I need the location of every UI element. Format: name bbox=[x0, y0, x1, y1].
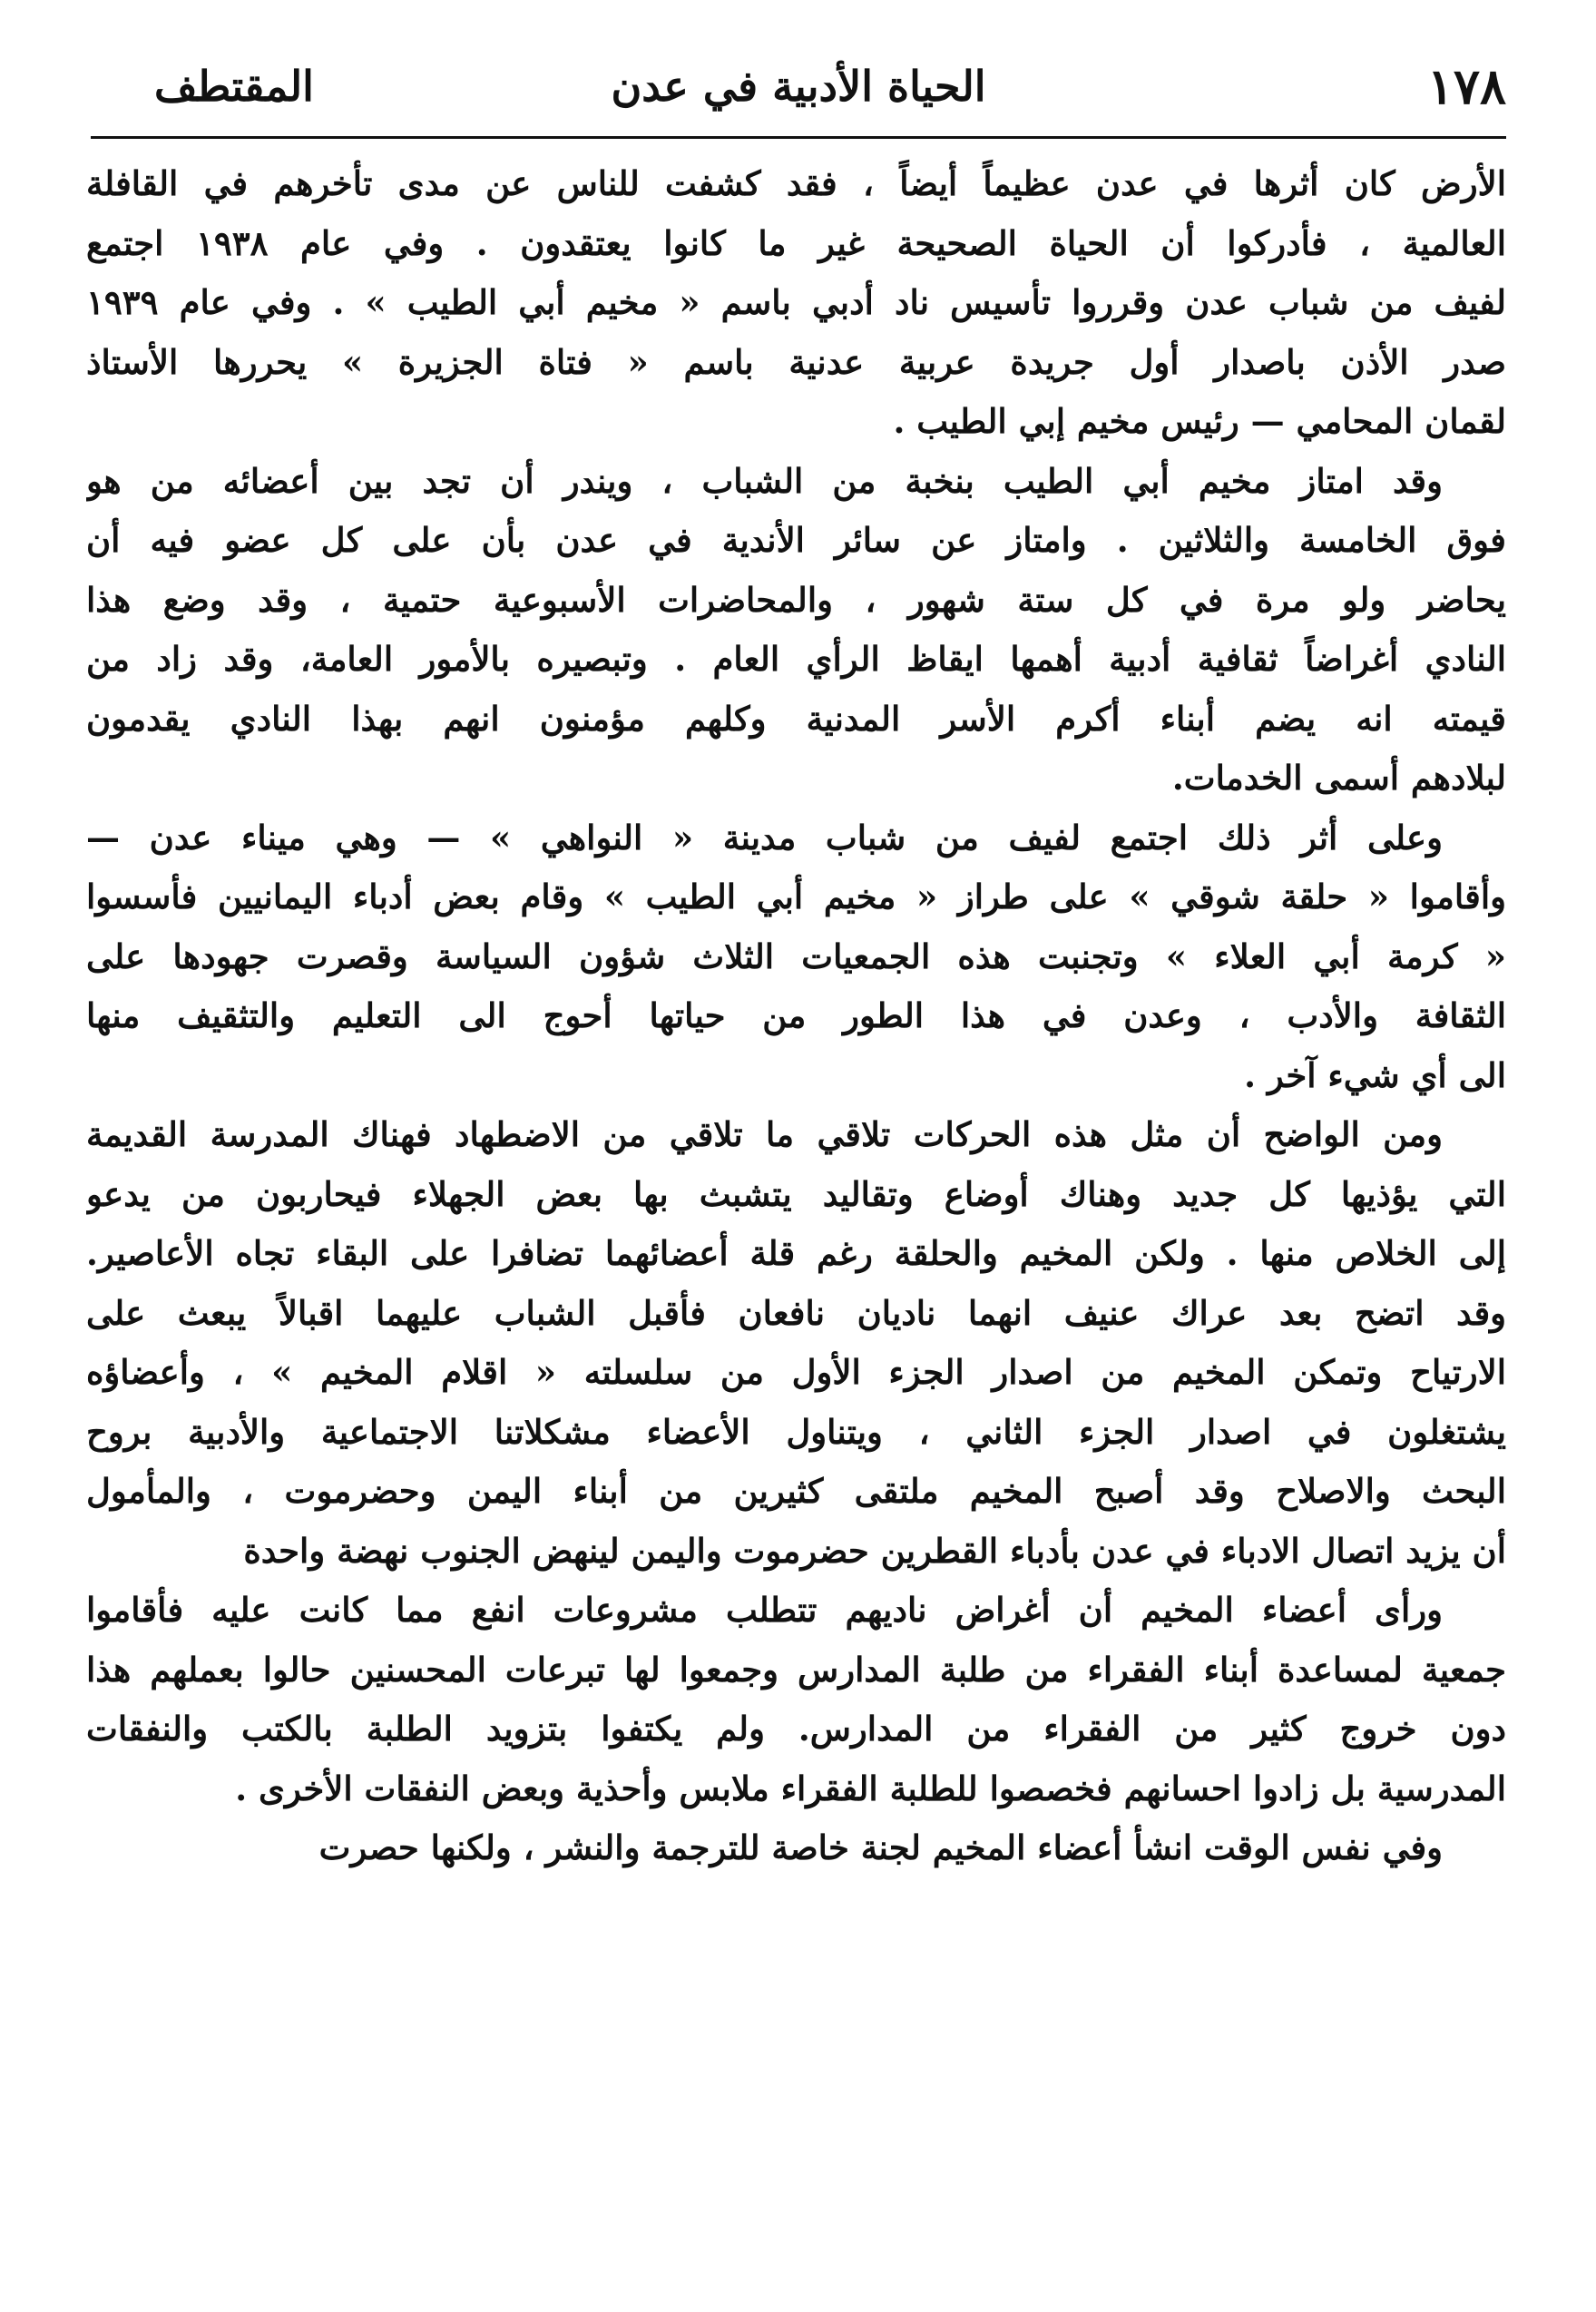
text-line: الارتياح وتمكن المخيم من اصدار الجزء الأول من سلسلته « اقلام المخيم » ، وأعضاؤه bbox=[86, 1352, 1506, 1392]
text-line: لفيف من شباب عدن وقرروا تأسيس ناد أدبي باسم « مخيم أبي الطيب » . وفي عام ١٩٣٩ bbox=[86, 282, 1506, 322]
header-divider bbox=[91, 136, 1506, 139]
text-line: يشتغلون في اصدار الجزء الثاني ، ويتناول الأعضاء مشكلاتنا الاجتماعية والأدبية بروح bbox=[86, 1411, 1506, 1452]
page-number: ١٧٨ bbox=[1426, 57, 1506, 115]
text-line: البحث والاصلاح وقد أصبح المخيم ملتقى كثيرين من أبناء اليمن وحضرموت ، والمأمول bbox=[86, 1471, 1506, 1511]
text-line: وأقاموا « حلقة شوقي » على طراز « مخيم أبي الطيب » وقام بعض أدباء اليمانيين فأسسوا bbox=[86, 877, 1506, 916]
paragraph bbox=[86, 452, 1506, 808]
text-line: صدر الأذن باصدار أول جريدة عربية عدنية باسم « فتاة الجزيرة » يحررها الأستاذ bbox=[86, 341, 1506, 382]
text-line: لبلادهم أسمى الخدمات. bbox=[1171, 758, 1506, 798]
text-line: يحاضر ولو مرة في كل ستة شهور ، والمحاضرات الأسبوعية حتمية ، وقد وضع هذا bbox=[86, 579, 1506, 620]
text-line: المدرسية بل زادوا احسانهم فخصصوا للطلبة الفقراء ملابس وأحذية وبعض النفقات الأخرى . bbox=[235, 1768, 1506, 1808]
text-line: العالمية ، فأدركوا أن الحياة الصحيحة غير ما كانوا يعتقدون . وفي عام ١٩٣٨ اجتمع bbox=[86, 222, 1506, 263]
paragraph bbox=[86, 1581, 1506, 1818]
text-line: وعلى أثر ذلك اجتمع لفيف من شباب مدينة « النواهي » — وهي ميناء عدن — bbox=[86, 817, 1443, 857]
running-title: الحياة الأدبية في عدن bbox=[611, 62, 986, 111]
text-line: وقد امتاز مخيم أبي الطيب بنخبة من الشباب ، ويندر أن تجد بين أعضائه من هو bbox=[86, 460, 1443, 501]
page-header bbox=[91, 45, 1506, 127]
text-line: جمعية لمساعدة أبناء الفقراء من طلبة المدارس وجمعوا لها تبرعات المحسنين حالوا بعملهم هذا bbox=[86, 1649, 1506, 1690]
paragraph bbox=[86, 1105, 1506, 1581]
text-line: الأرض كان أثرها في عدن عظيماً أيضاً ، فقد كشفت للناس عن مدى تأخرهم في القافلة bbox=[86, 163, 1506, 203]
text-line: الى أي شيء آخر . bbox=[1244, 1054, 1506, 1095]
text-line: إلى الخلاص منها . ولكن المخيم والحلقة رغم قلة أعضائهما تضافرا على البقاء تجاه الأعاصير. bbox=[86, 1233, 1506, 1273]
article-body bbox=[86, 154, 1506, 2296]
journal-name: المقتطف bbox=[154, 62, 314, 111]
paragraph bbox=[86, 1818, 1506, 1878]
text-line: وفي نفس الوقت انشأ أعضاء المخيم لجنة خاصة للترجمة والنشر ، ولكنها حصرت bbox=[318, 1827, 1443, 1867]
text-line: دون خروج كثير من الفقراء من المدارس. ولم يكتفوا بتزويد الطلبة بالكتب والنفقات bbox=[86, 1709, 1506, 1749]
text-line: فوق الخامسة والثلاثين . وامتاز عن سائر الأندية في عدن بأن على كل عضو فيه أن bbox=[86, 520, 1506, 560]
paragraph bbox=[86, 154, 1506, 452]
text-line: أن يزيد اتصال الادباء في عدن بأدباء القطرين حضرموت واليمن لينهض الجنوب نهضة واحدة bbox=[243, 1530, 1506, 1571]
text-line: النادي أغراضاً ثقافية أدبية أهمها ايقاظ الرأي العام . وتبصيره بالأمور العامة، وقد زاد من bbox=[86, 639, 1506, 679]
paragraph bbox=[86, 808, 1506, 1106]
text-line: ومن الواضح أن مثل هذه الحركات تلاقي ما تلاقي من الاضطهاد فهناك المدرسة القديمة bbox=[86, 1114, 1443, 1154]
text-line: « كرمة أبي العلاء » وتجنبت هذه الجمعيات الثلاث شؤون السياسة وقصرت جهودها على bbox=[86, 936, 1506, 976]
text-line: الثقافة والأدب ، وعدن في هذا الطور من حياتها أحوج الى التعليم والتثقيف منها bbox=[86, 995, 1506, 1035]
text-line: ورأى أعضاء المخيم أن أغراض ناديهم تتطلب مشروعات انفع مما كانت عليه فأقاموا bbox=[86, 1590, 1443, 1630]
text-line: التي يؤذيها كل جديد وهناك أوضاع وتقاليد يتشبث بها بعض الجهلاء فيحاربون من يدعو bbox=[86, 1173, 1506, 1214]
text-line: قيمته انه يضم أبناء أكرم الأسر المدنية وكلهم مؤمنون انهم بهذا النادي يقدمون bbox=[86, 698, 1506, 739]
text-line: وقد اتضح بعد عراك عنيف انهما ناديان نافعان فأقبل الشباب عليهما اقبالاً يبعث على bbox=[86, 1292, 1506, 1333]
text-line: لقمان المحامي — رئيس مخيم إبي الطيب . bbox=[893, 401, 1506, 441]
